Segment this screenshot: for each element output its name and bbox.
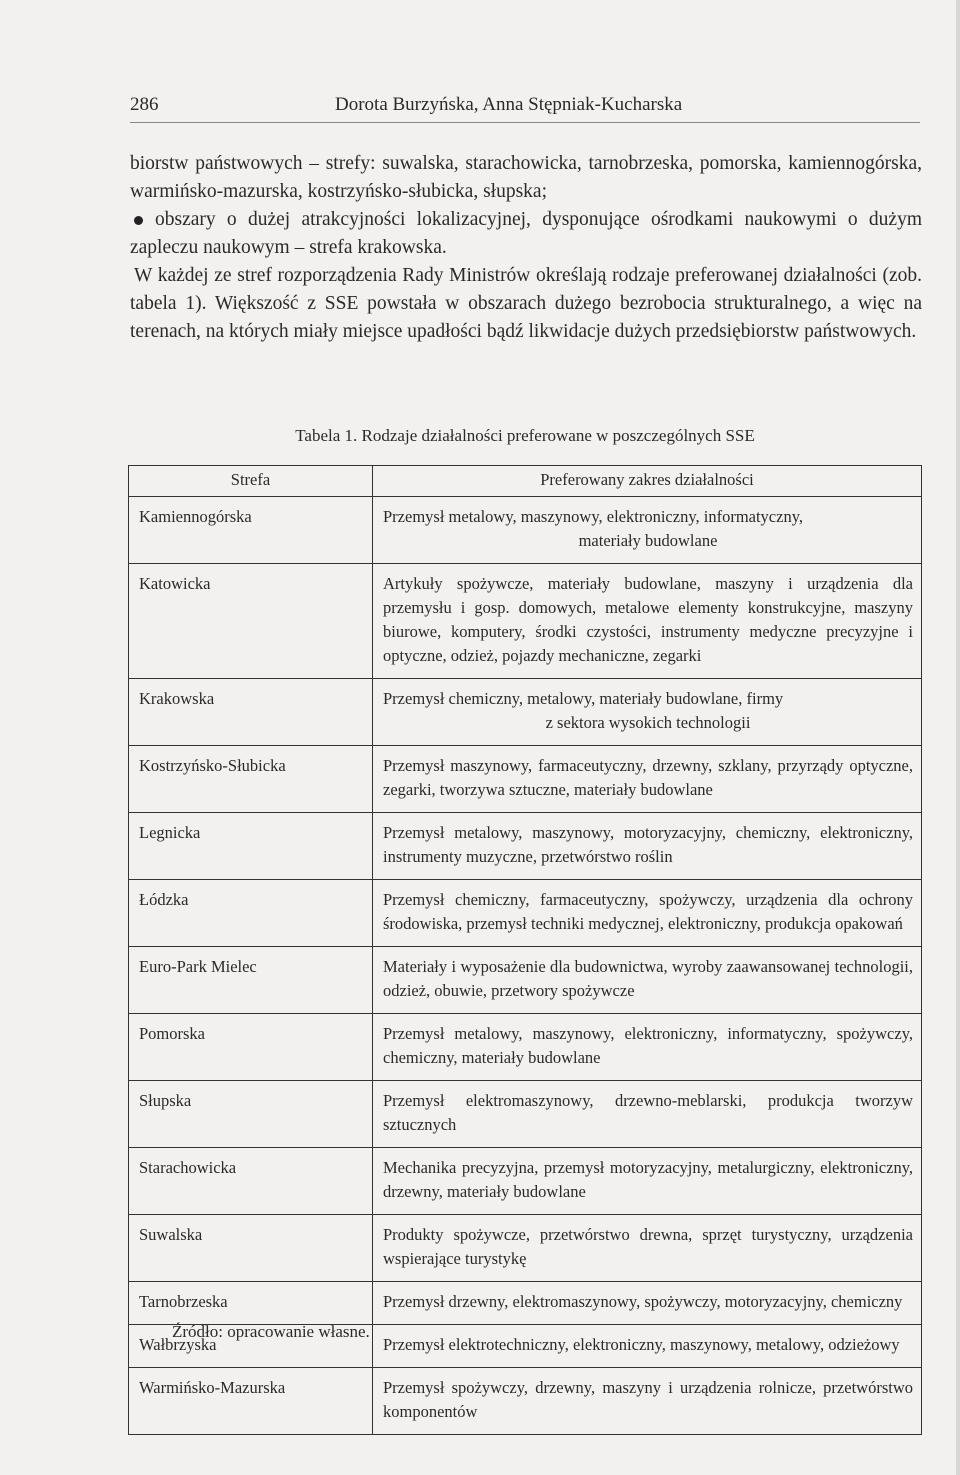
header-authors: Dorota Burzyńska, Anna Stępniak-Kucharska xyxy=(335,94,683,115)
header-zone: Strefa xyxy=(129,466,373,497)
preference-text: Przemysł metalowy, maszynowy, motoryzacyjny, chemiczny, elektroniczny, instrumenty muzyczne, przetwórstwo roślin xyxy=(383,823,913,866)
preference-text: Przemysł elektrotechniczny, elektroniczny, maszynowy, metalowy, odzieżowy xyxy=(383,1335,900,1354)
bullet-icon xyxy=(134,216,143,225)
zone-cell: Pomorska xyxy=(129,1014,373,1081)
preference-text: Produkty spożywcze, przetwórstwo drewna, sprzęt turystyczny, urządzenia wspierające turystykę xyxy=(383,1225,913,1268)
zone-cell: Krakowska xyxy=(129,679,373,746)
zone-cell: Tarnobrzeska xyxy=(129,1282,373,1325)
table-source: Źródło: opracowanie własne. xyxy=(172,1322,370,1341)
table-row xyxy=(129,679,922,746)
table-row xyxy=(129,564,922,679)
zone-cell: Euro-Park Mielec xyxy=(129,947,373,1014)
table-row xyxy=(129,1282,922,1325)
preference-text: Przemysł chemiczny, metalowy, materiały budowlane, firmy xyxy=(383,689,784,708)
preference-text-cont: z sektora wysokich technologii xyxy=(545,713,751,732)
table-row xyxy=(129,1081,922,1148)
preference-cell xyxy=(373,497,922,564)
preference-cell xyxy=(373,1014,922,1081)
table-row xyxy=(129,1215,922,1282)
preference-cell xyxy=(373,1282,922,1325)
preference-text: Przemysł drzewny, elektromaszynowy, spożywczy, motoryzacyjny, chemiczny xyxy=(383,1292,903,1311)
preference-cell xyxy=(373,746,922,813)
zone-cell: Katowicka xyxy=(129,564,373,679)
table-row xyxy=(129,1014,922,1081)
zone-cell: Starachowicka xyxy=(129,1148,373,1215)
preference-text: Mechanika precyzyjna, przemysł motoryzacyjny, metalurgiczny, elektroniczny, drzewny, materiały budowlane xyxy=(383,1158,913,1201)
zone-cell: Legnicka xyxy=(129,813,373,880)
table-row xyxy=(129,497,922,564)
preference-cell xyxy=(373,1368,922,1435)
preference-text: Przemysł metalowy, maszynowy, elektroniczny, informatyczny, spożywczy, chemiczny, materiały budowlane xyxy=(383,1024,913,1067)
page-number: 286 xyxy=(130,94,159,115)
preference-text: Materiały i wyposażenie dla budownictwa, wyroby zaawansowanej technologii, odzież, obuwie, przetwory spożywcze xyxy=(383,957,913,1000)
preference-text: Przemysł elektromaszynowy, drzewno-meblarski, produkcja tworzyw sztucznych xyxy=(383,1091,913,1134)
body-text xyxy=(130,150,922,346)
table-row xyxy=(129,880,922,947)
zone-cell: Warmińsko-Mazurska xyxy=(129,1368,373,1435)
body-paragraph: W każdej ze stref rozporządzenia Rady Ministrów określają rodzaje preferowanej działalności (zob. tabela 1). Większość z SSE powstała w obszarach dużego bezrobocia strukturalnego, a więc na terenach, na których miały miejsce upadłości bądź likwidacje dużych przedsiębiorstw państwowych. xyxy=(130,265,922,342)
preference-text: Przemysł chemiczny, farmaceutyczny, spożywczy, urządzenia dla ochrony środowiska, przemysł techniki medycznej, elektroniczny, produkcja opakowań xyxy=(383,890,913,933)
page-edge xyxy=(956,0,960,1475)
preference-text: Artykuły spożywcze, materiały budowlane, maszyny i urządzenia dla przemysłu i gosp. domowych, metalowe elementy konstrukcyjne, maszyny biurowe, komputery, środki czystości, instrumenty medyczne precyzyjne i optyczne, odzież, pojazdy mechaniczne, zegarki xyxy=(383,574,913,665)
table-row xyxy=(129,746,922,813)
table-row xyxy=(129,947,922,1014)
zone-cell: Kamiennogórska xyxy=(129,497,373,564)
preference-cell xyxy=(373,1325,922,1368)
preference-text-cont: materiały budowlane xyxy=(578,531,718,550)
zone-cell: Kostrzyńsko-Słubicka xyxy=(129,746,373,813)
zone-cell: Słupska xyxy=(129,1081,373,1148)
preference-text: Przemysł metalowy, maszynowy, elektroniczny, informatyczny, xyxy=(383,507,804,526)
bullet-text: obszary o dużej atrakcyjności lokalizacyjnej, dysponujące ośrodkami naukowymi o dużym zapleczu naukowym – strefa krakowska. xyxy=(130,209,922,258)
zone-cell: Łódzka xyxy=(129,880,373,947)
preference-text: Przemysł spożywczy, drzewny, maszyny i urządzenia rolnicze, przetwórstwo komponentów xyxy=(383,1378,913,1421)
table-caption: Tabela 1. Rodzaje działalności preferowane w poszczególnych SSE xyxy=(295,426,755,445)
preference-cell xyxy=(373,1215,922,1282)
preference-cell xyxy=(373,564,922,679)
preference-cell xyxy=(373,813,922,880)
preference-text: Przemysł maszynowy, farmaceutyczny, drzewny, szklany, przyrządy optyczne, zegarki, tworzywa sztuczne, materiały budowlane xyxy=(383,756,913,799)
preference-cell xyxy=(373,880,922,947)
running-header xyxy=(130,92,920,123)
zone-cell: Suwalska xyxy=(129,1215,373,1282)
preference-cell xyxy=(373,1081,922,1148)
preference-cell xyxy=(373,947,922,1014)
table-header-row xyxy=(129,466,922,497)
table-row xyxy=(129,813,922,880)
preference-cell xyxy=(373,1148,922,1215)
zone-cell: Wałbrzyska xyxy=(129,1325,373,1368)
table-row xyxy=(129,1148,922,1215)
bullet-item xyxy=(130,206,922,262)
body-line-1: biorstw państwowych – strefy: suwalska, starachowicka, tarnobrzeska, pomorska, kamiennogórska, warmińsko-mazurska, kostrzyńsko-słubicka, słupska; xyxy=(130,153,922,202)
table-row xyxy=(129,1368,922,1435)
sse-table xyxy=(128,465,922,1435)
preference-cell xyxy=(373,679,922,746)
header-preferences: Preferowany zakres działalności xyxy=(373,466,922,497)
